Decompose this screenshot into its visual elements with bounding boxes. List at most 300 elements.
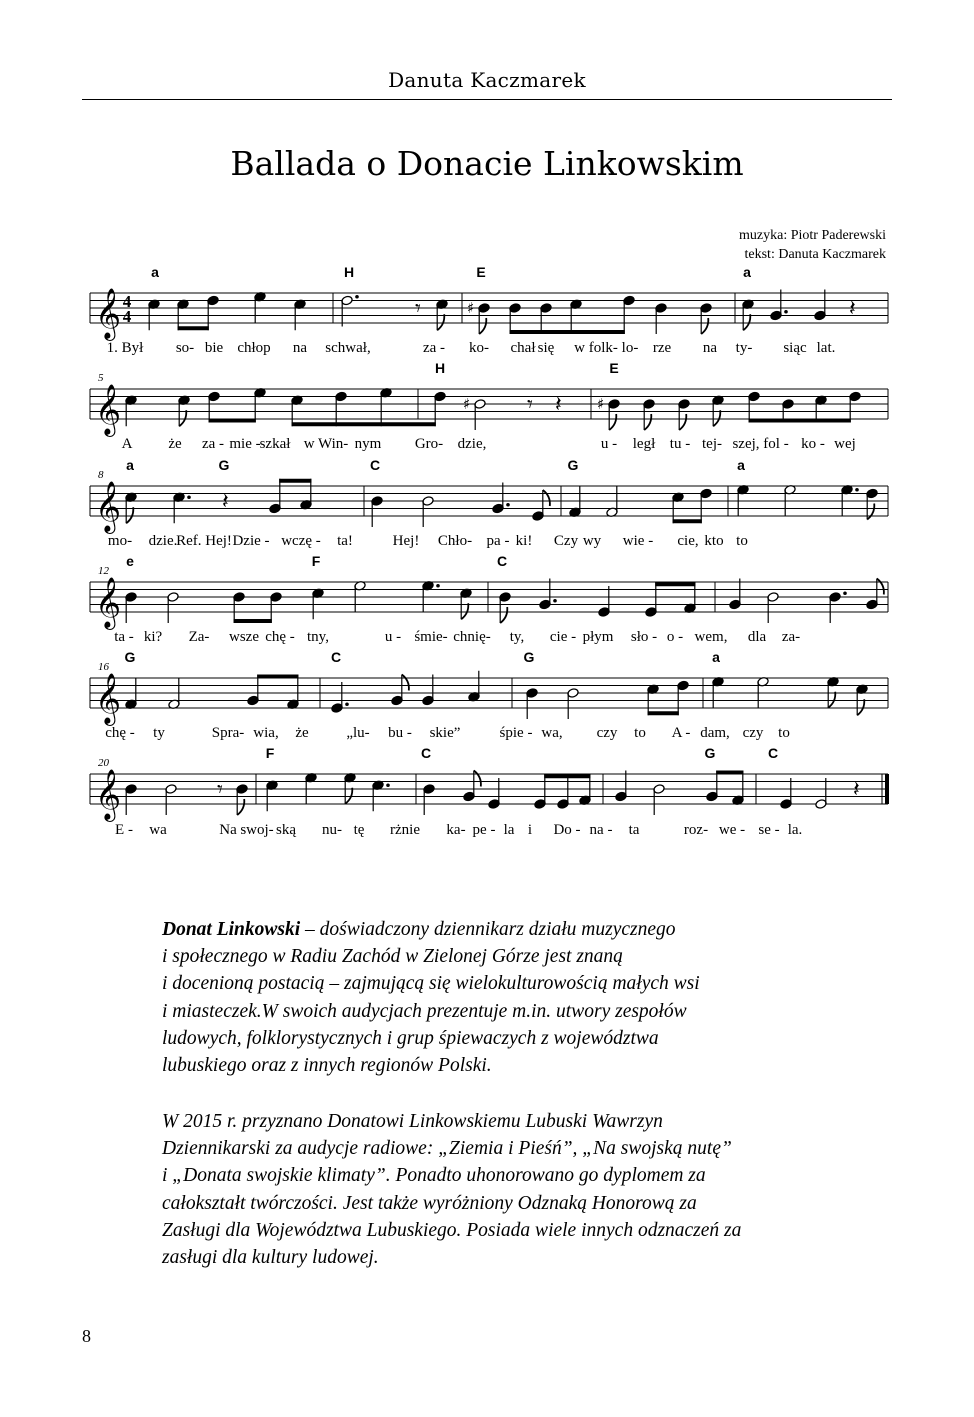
note [372,780,390,811]
note [849,297,856,322]
treble-clef-icon: 𝄞 [95,769,122,820]
note [509,303,521,334]
lyric-syllable: płym [582,629,614,645]
lyric-syllable: „lu- [346,725,370,741]
lyric-syllable: ta [628,822,640,838]
flag [402,675,409,691]
dot [187,495,191,499]
note [422,580,440,611]
treble-clef-icon: 𝄞 [95,384,122,435]
lyric-syllable: ty- [735,340,753,356]
lyric-syllable: w Win- [303,436,349,452]
note [526,688,538,719]
note [737,484,749,515]
lyric-syllable: na [702,340,718,356]
lyric-syllable: ka- [446,822,466,838]
note [655,303,667,334]
flag [345,788,352,804]
flag [743,314,750,330]
flag [828,692,835,708]
note [167,592,179,623]
note [217,778,223,803]
note [557,774,569,809]
note [597,395,620,430]
note [849,391,861,422]
sharp-icon: ♯ [467,299,475,317]
bio-paragraph-2: W 2015 r. przyznano Donatowi Linkowskiemu Lubuski Wawrzyn Dziennikarski za audycje radiowe: „Ziemia i Pieśń”, „Na swojską nutę” i „Donata swojskie klimaty”. Ponadto uhonorowano go dyplomem za całokształt twórczości. Jest także wyróżniony Odznaką Honorową za Zasługi dla Województwa Lubuskiego. Posiada wiele innych odznaczeń za zasługi dla kultury ludowej. [162,1111,742,1269]
lyric-syllable: o - [666,629,684,645]
note [814,290,826,321]
note [780,778,792,809]
lyric-syllable: chłop [237,340,271,356]
sharp-icon: ♯ [463,395,471,413]
rest-icon: 𝄽 [849,296,856,322]
lyric-syllable: szej, [732,436,760,452]
lyric-syllable: ko- [469,340,489,356]
lyric-syllable: wem, [694,629,728,645]
note [173,492,191,523]
lyric-syllable: czy [596,725,618,741]
lyric-syllable: A [121,436,133,452]
note [853,778,860,803]
note [767,592,779,623]
note [567,688,579,719]
chord-symbol: F [311,553,321,569]
chord-symbol: G [704,745,716,761]
note [732,771,744,806]
lyric-syllable: A - [671,725,691,741]
note [247,675,259,706]
note [125,395,137,426]
lyric-syllable: la [503,822,515,838]
note [729,579,741,610]
note [866,579,884,610]
beam [673,519,702,523]
chord-symbol: H [434,360,446,376]
note [539,579,557,610]
lyric-syllable: że [295,725,309,741]
lyric-syllable: wej [834,436,856,452]
lyric-syllable: tny, [307,629,329,645]
chord-symbol: a [737,457,745,473]
lyric-syllable: fol - [763,436,789,452]
lyric-syllable: rze [652,340,672,356]
note [467,299,490,334]
note [678,399,690,430]
time-signature-top: 4 [122,292,132,311]
lyric-syllable: że [168,436,182,452]
lyric-syllable: siąc [783,340,807,356]
lyric-syllable: za - [422,340,446,356]
lyric-syllable: tu - [669,436,691,452]
note [555,393,562,418]
lyric-syllable: na [292,340,308,356]
note [770,290,788,321]
note [463,395,486,430]
biography-2 [162,1108,862,1271]
rest-icon: 𝄾 [415,296,421,322]
note [615,771,627,802]
note [579,774,591,805]
flag [644,414,651,430]
note [606,486,618,517]
chord-symbol: a [743,264,751,280]
lyric-syllable: ta! [337,533,353,549]
lyric-syllable: szkał [259,436,291,452]
staff-system [90,264,888,356]
lyric-syllable: we - [718,822,746,838]
lyric-syllable: za - [201,436,225,452]
note [266,780,278,811]
measure-number: 20 [98,757,109,769]
time-signature-bottom: 4 [122,307,132,326]
note [700,303,712,334]
note [748,391,760,422]
lyric-syllable: Hej! [392,533,420,549]
lyric-syllable: dzie. [148,533,178,549]
note [391,675,409,706]
note [643,399,655,430]
note [712,676,724,707]
lyric-syllable: chę - [265,629,295,645]
lyric-syllable: to [736,533,748,549]
lyric-syllable: u - [384,629,402,645]
note [294,299,306,330]
beam [178,326,209,330]
lyric-syllable: skie” [429,725,461,741]
note [653,784,665,815]
chord-symbol: C [369,457,381,473]
lyric-syllable: wia, [253,725,279,741]
note [532,490,550,521]
note [178,395,190,426]
lyric-syllable: so- [175,340,195,356]
beam [655,582,695,586]
lyric-syllable: Na [219,822,237,838]
lyric-syllable: ki! [515,533,533,549]
lyric-syllable: lo- [621,340,639,356]
lyric-syllable: ską [276,822,296,838]
note [254,291,266,322]
lyric-syllable: ki? [143,629,163,645]
note [784,484,796,515]
note [534,774,546,809]
lyric-syllable: za- [781,629,801,645]
dot [855,488,859,492]
note [647,684,659,715]
lyric-syllable: to [634,725,646,741]
note [866,488,878,519]
lyric-syllable: Do - [553,822,581,838]
flag [479,318,486,334]
chord-symbol: G [124,649,136,665]
beam [648,711,679,715]
lyric-syllable: nym [354,436,382,452]
note [148,299,160,330]
bio-name: Donat Linkowski [162,919,301,940]
note [270,592,282,623]
lyric-syllable: rżnie [390,822,420,838]
beam [716,771,743,775]
lyric-syllable: schwał, [325,340,371,356]
note [344,772,356,803]
treble-clef-icon: 𝄞 [95,673,122,724]
note [827,676,839,707]
lyric-syllable: bie [204,340,224,356]
dot [843,591,847,595]
rest-icon: 𝄽 [555,392,562,418]
lyric-syllable: ta - [114,629,134,645]
lyric-syllable: la. [787,822,803,838]
beam [209,419,256,423]
final-barline-thick [885,774,889,804]
lyric-syllable: chę - [105,725,135,741]
note [165,784,177,815]
lyric-syllable: Czy [553,533,579,549]
note [208,391,220,422]
note [207,295,219,330]
music-credit: muzyka: Piotr Paderewski [739,228,886,243]
lyric-syllable: bu - [388,725,412,741]
treble-clef-icon: 𝄞 [95,577,122,628]
lyric-syllable: kto [704,533,724,549]
chord-symbol: a [126,457,134,473]
lyric-syllable: wczę - [281,533,321,549]
note [168,678,180,709]
note [492,483,510,514]
note [623,295,635,334]
rest-icon: 𝄾 [217,777,223,803]
staff-system [90,457,888,549]
flag [179,410,186,426]
beam [510,330,625,334]
flag [543,490,550,506]
lyric-syllable: u - [600,436,618,452]
song-title: Ballada o Donacie Linkowskim [230,144,744,183]
lyric-syllable: ty, [509,629,525,645]
flag [713,410,720,426]
lyric-syllable: wie - [622,533,654,549]
bio-paragraph-1-text: – doświadczony dziennikarz działu muzycznego i społecznego w Radiu Zachód w Zielonej Górze jest znaną i docenioną postacią – zajmującą się wielokulturowością małych wsi i miasteczek.W swoich audycjach prezentuje m.in. utwory zespołów ludowych, folklorystycznych i grup śpiewaczych z województwa lubuskiego oraz z innych regionów Polski. [162,919,700,1077]
note [434,391,446,426]
beam [234,619,272,623]
note [436,299,448,330]
note [468,671,480,702]
flag [857,699,864,715]
lyric-syllable: chnię- [453,629,491,645]
lyric-syllable: dla [747,629,767,645]
note [815,395,827,423]
note [677,680,689,715]
lyric-syllable: sło - [630,629,658,645]
lyric-syllable: wy [582,533,602,549]
note [527,393,533,418]
running-head: Danuta Kaczmarek [388,68,586,92]
lyric-syllable: wa [149,822,167,838]
lyrics-credit: tekst: Danuta Kaczmarek [744,247,886,262]
lyric-syllable: tę [353,822,365,838]
measure-number: 12 [98,565,109,577]
bio-paragraph-1 [162,916,852,1079]
note [460,588,472,619]
note [815,778,827,809]
dot [386,783,390,787]
measure-number: 8 [98,469,104,481]
beam [544,774,590,778]
flag [474,771,481,787]
note [540,303,552,334]
rest-icon: 𝄽 [853,777,860,803]
lyric-syllable: 1. Był [106,340,144,356]
lyric-syllable: to [778,725,790,741]
lyric-syllable: cie, [677,533,699,549]
measure-number: 5 [98,372,104,384]
note [125,678,137,709]
lyric-syllable: roz- [683,822,709,838]
note [598,586,610,617]
chord-symbol: G [523,649,535,665]
note [570,299,582,334]
note [415,297,421,322]
note [856,684,868,715]
treble-clef-icon: 𝄞 [95,481,122,532]
flag [701,318,708,334]
lyric-syllable: na - [589,822,613,838]
note [423,784,435,815]
lyric-syllable: tej- [702,436,722,452]
lyric-syllable: i [527,822,533,838]
chord-symbol: C [420,745,432,761]
note [672,492,684,523]
beam [749,419,851,423]
lyric-syllable: legł [632,436,656,452]
lyric-syllable: chał [510,340,536,356]
lyric-syllable: pe - [472,822,496,838]
note [757,676,769,707]
chord-symbol: F [265,745,275,761]
staff-system [90,649,888,741]
lyric-syllable: mie - [229,436,261,452]
chord-symbol: G [218,457,230,473]
note [125,492,137,523]
lyric-syllable: lat. [816,340,836,356]
dot [355,295,359,299]
measure-number: 16 [98,661,109,673]
lyric-syllable: nu- [322,822,342,838]
note [125,592,137,623]
note [236,784,248,815]
note [354,580,366,611]
note [300,479,312,510]
flag [609,414,616,430]
lyric-syllable: swoj- [240,822,274,838]
note [742,299,754,330]
note [645,582,657,617]
beam [257,675,298,679]
lyric-syllable: E - [115,822,133,838]
note [305,772,317,803]
lyric-syllable: mo- [107,533,133,549]
lyric-syllable: se - [758,822,780,838]
lyric-syllable: Dzie - [232,533,270,549]
lyric-syllable: wsze [229,629,259,645]
note [222,490,229,515]
lyric-syllable: ty [153,725,165,741]
lyric-syllable: dam, [700,725,730,741]
note [335,391,347,426]
lyric-syllable: czy [742,725,764,741]
beam [279,479,311,483]
note [422,496,434,527]
lyric-syllable: Chło- [437,533,473,549]
lyric-syllable: pa - [486,533,510,549]
note [291,395,303,426]
lyric-syllable: Ref. Hej! [176,533,232,549]
note [499,592,511,623]
note [829,591,847,623]
lyric-syllable: Gro- [414,436,444,452]
note [684,582,696,613]
lyric-syllable: w folk- [574,340,618,356]
lyric-syllable: śmie- [414,629,448,645]
flag [437,314,444,330]
note [177,299,189,330]
chord-symbol: a [151,264,159,280]
chord-symbol: C [496,553,508,569]
dot [784,310,788,314]
flag [126,507,133,523]
lyric-syllable: ko - [801,436,825,452]
rest-icon: 𝄾 [527,392,533,418]
chord-symbol: e [126,553,134,569]
chord-symbol: a [712,649,720,665]
lyric-syllable: dzie, [457,436,487,452]
lyric-syllable: cie - [549,629,577,645]
dot [436,584,440,588]
flag [867,504,874,520]
page-number: 8 [82,1326,91,1346]
note [331,682,349,713]
note [569,486,581,517]
chord-symbol: C [330,649,342,665]
chord-symbol: H [343,264,355,280]
chord-symbol: C [767,745,779,761]
note [700,488,712,523]
note [287,675,299,710]
dot [506,503,510,507]
lyric-syllable: wa, [541,725,563,741]
note [380,387,392,426]
dot [345,702,349,706]
flag [237,799,244,815]
chord-symbol: G [567,457,579,473]
note [706,771,718,802]
note [125,784,137,815]
sharp-icon: ♯ [597,395,605,413]
note [488,778,500,809]
chord-symbol: E [476,264,486,280]
rest-icon: 𝄽 [222,489,229,515]
dot [553,599,557,603]
flag [877,579,884,595]
note [422,675,434,706]
note [341,295,359,327]
note [463,771,481,802]
staff-system [90,745,889,838]
lyric-syllable: Spra- [211,725,245,741]
note [312,588,324,619]
lyric-syllable: śpie - [499,725,533,741]
